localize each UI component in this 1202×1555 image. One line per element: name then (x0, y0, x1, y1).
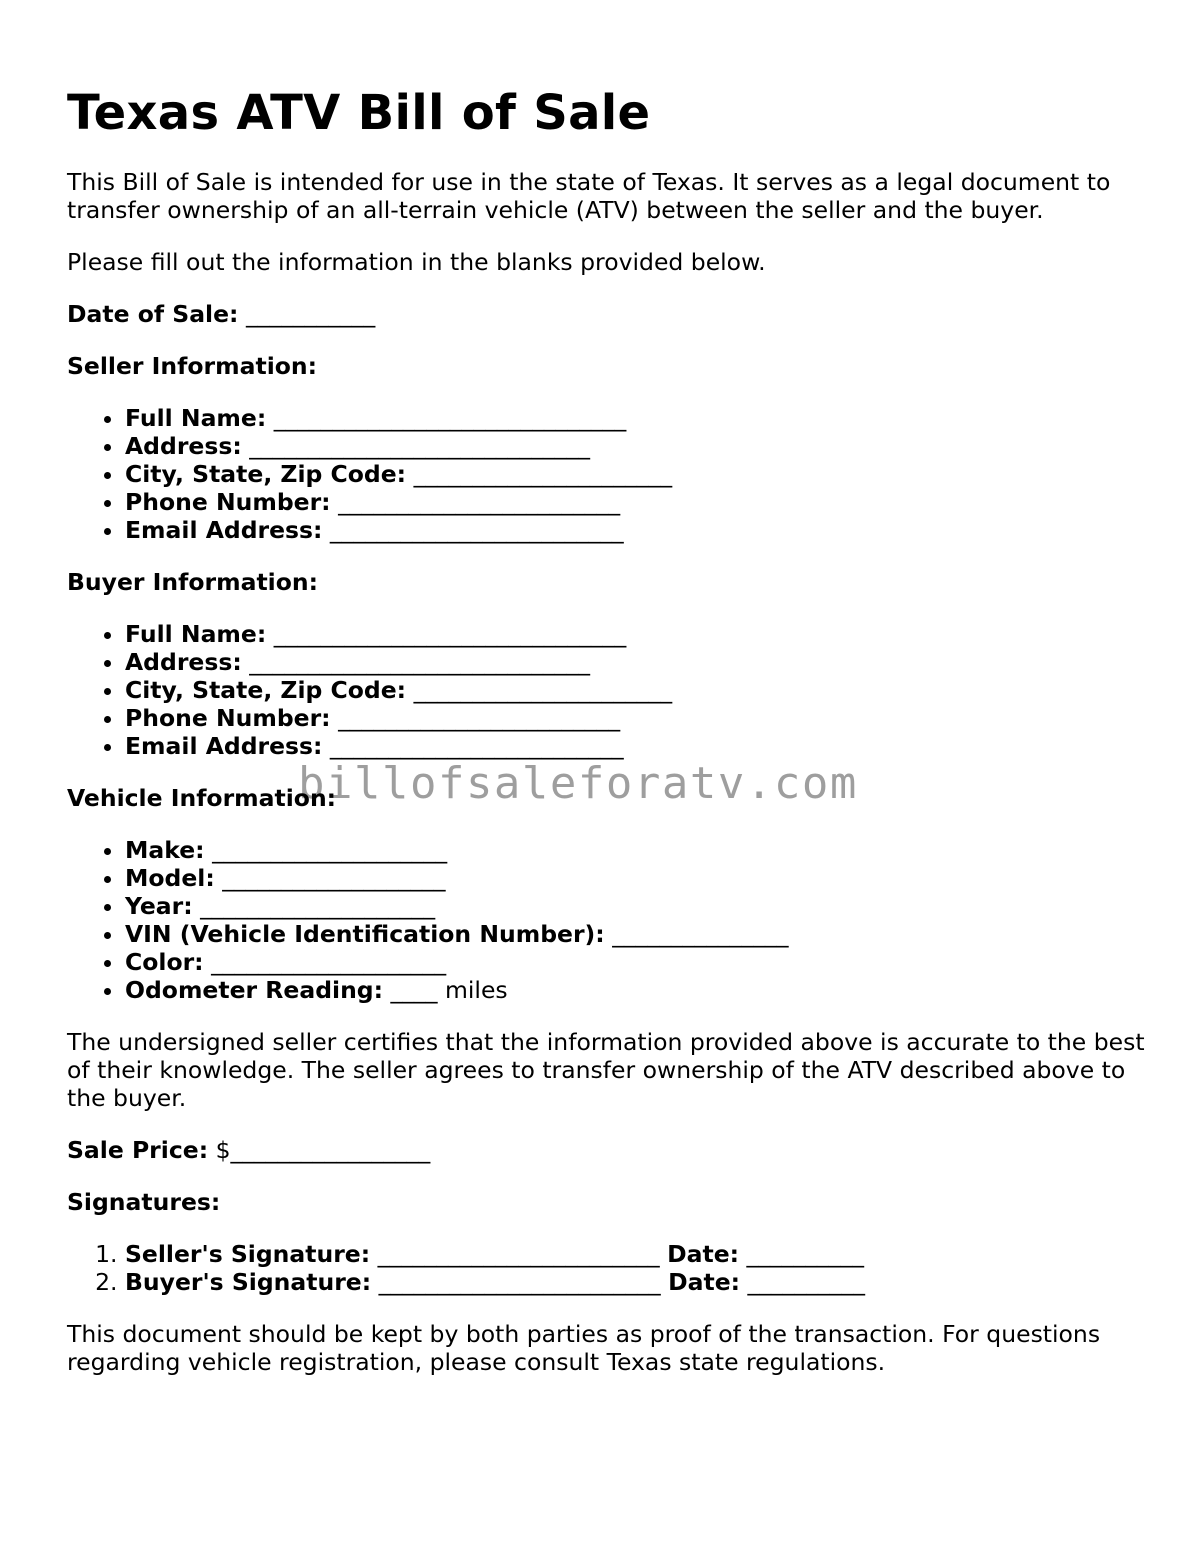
date-of-sale-field[interactable] (67, 300, 1147, 328)
signature-label: Seller's Signature: (125, 1240, 371, 1268)
field-blank[interactable]: ____________________ (212, 836, 448, 864)
field-label: Model: (125, 864, 215, 892)
field-blank[interactable]: ____________________ (200, 892, 436, 920)
buyer-email-field[interactable] (125, 732, 1147, 760)
signature-blank[interactable]: ________________________ (377, 1240, 660, 1268)
field-blank[interactable]: ___________________ (222, 864, 446, 892)
signatures-heading: Signatures: (67, 1188, 221, 1216)
document-title: Texas ATV Bill of Sale (67, 85, 651, 141)
vehicle-color-field[interactable] (125, 948, 1147, 976)
vehicle-vin-field[interactable] (125, 920, 1147, 948)
buyer-city-state-zip-field[interactable] (125, 676, 1147, 704)
field-blank[interactable]: _______________ (612, 920, 789, 948)
field-label: City, State, Zip Code: (125, 460, 407, 488)
signature-label: Buyer's Signature: (125, 1268, 372, 1296)
watermark-text: billofsaleforatv.com (298, 758, 858, 809)
vehicle-odometer-field[interactable] (125, 976, 1147, 1004)
signatures-list (67, 1240, 1147, 1296)
vehicle-model-field[interactable] (125, 864, 1147, 892)
field-blank[interactable]: ____________________ (211, 948, 447, 976)
signature-date-label: Date: (668, 1268, 741, 1296)
field-label: Address: (125, 648, 242, 676)
field-blank[interactable]: _____________________________ (249, 432, 590, 460)
field-label: Color: (125, 948, 204, 976)
buyer-signature-field[interactable] (125, 1268, 1147, 1296)
field-label: Email Address: (125, 516, 323, 544)
buyer-heading: Buyer Information: (67, 568, 319, 596)
vehicle-make-field[interactable] (125, 836, 1147, 864)
field-label: Address: (125, 432, 242, 460)
date-of-sale-blank[interactable]: ___________ (245, 300, 376, 328)
field-blank[interactable]: _____________________________ (249, 648, 590, 676)
field-blank[interactable]: ____ (390, 976, 438, 1004)
intro-paragraph: This Bill of Sale is intended for use in the state of Texas. It serves as a legal document to transfer ownership of an all-terrain vehicle (ATV) between the seller and the buyer. (67, 168, 1111, 224)
seller-city-state-zip-field[interactable] (125, 460, 1147, 488)
signature-date-blank[interactable]: __________ (747, 1268, 866, 1296)
sale-price-label: Sale Price: (67, 1136, 209, 1164)
field-label: Email Address: (125, 732, 323, 760)
closing-paragraph: This document should be kept by both parties as proof of the transaction. For questions regarding vehicle registration, please consult Texas state regulations. (67, 1320, 1101, 1376)
field-label: Full Name: (125, 620, 267, 648)
signature-date-label: Date: (667, 1240, 740, 1268)
seller-signature-field[interactable] (125, 1240, 1147, 1268)
currency-symbol: $ (215, 1136, 231, 1164)
buyer-full-name-field[interactable] (125, 620, 1147, 648)
field-blank[interactable]: ______________________ (413, 676, 673, 704)
vehicle-year-field[interactable] (125, 892, 1147, 920)
buyer-address-field[interactable] (125, 648, 1147, 676)
field-label: Phone Number: (125, 488, 331, 516)
vehicle-heading: Vehicle Information: (67, 784, 337, 812)
instructions-paragraph: Please fill out the information in the blanks provided below. (67, 248, 766, 276)
field-blank[interactable]: ______________________________ (273, 620, 627, 648)
field-blank[interactable]: _________________________ (329, 516, 624, 544)
seller-fields-list (67, 404, 1147, 544)
field-label: Make: (125, 836, 205, 864)
seller-heading: Seller Information: (67, 352, 318, 380)
field-blank[interactable]: ________________________ (338, 488, 621, 516)
sale-price-field[interactable] (67, 1136, 1147, 1164)
field-blank[interactable]: _________________________ (329, 732, 624, 760)
seller-email-field[interactable] (125, 516, 1147, 544)
field-label: VIN (Vehicle Identification Number): (125, 920, 605, 948)
signature-blank[interactable]: ________________________ (378, 1268, 661, 1296)
field-label: City, State, Zip Code: (125, 676, 407, 704)
sale-price-blank[interactable]: _________________ (230, 1136, 431, 1164)
seller-address-field[interactable] (125, 432, 1147, 460)
document-page (67, 80, 1147, 1400)
field-label: Phone Number: (125, 704, 331, 732)
signature-date-blank[interactable]: __________ (746, 1240, 865, 1268)
buyer-fields-list (67, 620, 1147, 760)
field-label: Year: (125, 892, 193, 920)
field-blank[interactable]: ________________________ (338, 704, 621, 732)
field-label: Full Name: (125, 404, 267, 432)
certification-paragraph: The undersigned seller certifies that the information provided above is accurate to the best of their knowledge. The seller agrees to transfer ownership of the ATV described above to the buyer. (67, 1028, 1145, 1112)
field-blank[interactable]: ______________________ (413, 460, 673, 488)
seller-full-name-field[interactable] (125, 404, 1147, 432)
date-of-sale-label: Date of Sale: (67, 300, 239, 328)
buyer-phone-field[interactable] (125, 704, 1147, 732)
vehicle-fields-list (67, 836, 1147, 1004)
field-blank[interactable]: ______________________________ (273, 404, 627, 432)
field-label: Odometer Reading: (125, 976, 384, 1004)
odometer-unit: miles (445, 976, 508, 1004)
seller-phone-field[interactable] (125, 488, 1147, 516)
